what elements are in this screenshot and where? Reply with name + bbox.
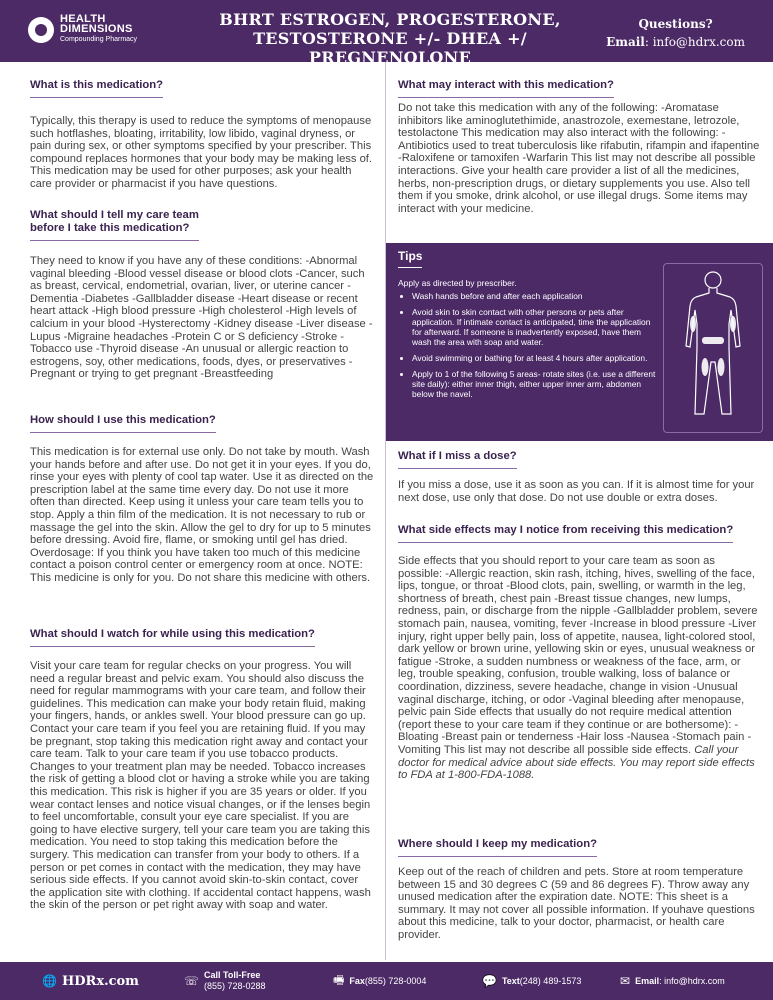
text-label: Text (501, 976, 520, 986)
toll-label: Call Toll-Free (204, 970, 261, 980)
logo-line3: Compounding Pharmacy (60, 36, 138, 43)
right-column (386, 62, 773, 960)
email-link[interactable]: : info@hdrx.com (644, 35, 745, 49)
title-line2: TESTOSTERONE +/- DHEA +/ PREGNENOLONE (253, 29, 527, 67)
tip-item: • Avoid swimming or bathing for at least 4 hours after application. (412, 353, 662, 363)
title-line1: BHRT ESTROGEN, PROGESTERONE, (219, 10, 561, 29)
tip-item: • Avoid skin to skin contact with other persons or pets after application. If intimate contact is anticipated, time the application for afterward. If someone is inadvertently exposed, have them wash the area with soap and water. (412, 307, 662, 347)
section-heading: What is this medication? (30, 79, 163, 98)
footer-fax (333, 962, 426, 1000)
tips-list (398, 291, 662, 405)
logo-icon (28, 17, 54, 43)
toll-number[interactable]: (855) 728-0288 (204, 981, 266, 991)
section-what-is (30, 75, 375, 191)
footer-text (482, 962, 581, 1000)
footer-site[interactable] (42, 962, 139, 1000)
footer-email-label: Email (635, 976, 660, 986)
section-body: They need to know if you have any of these conditions: -Abnormal vaginal bleeding -Blood vessel disease or blood clots -Cancer, such as breast, cervical, endometrial, ovarian, liver, or uterine cancer -Dementia -Diabetes -Gallbladder disease -Heart disease or recent heart attack -High blood pressure -High cholesterol -High levels of calcium in your blood -Hysterectomy -Kidney disease -Liver disease -Lupus -Migraine headaches -Protein C or S deficiency -Stroke -Tobacco use -Thyroid disease -An unusual or allergic reaction to estrogens, soy, other medications, foods, dyes, or preservatives -Pregnant or trying to get pregnant -Breastfeeding (30, 255, 373, 381)
email-label: Email (606, 35, 645, 49)
section-heading: What should I tell my care team before I take this medication? (30, 209, 199, 241)
chat-icon: 💬 (482, 974, 497, 988)
tips-heading: Tips (398, 249, 422, 268)
header (0, 0, 773, 67)
tips-box (386, 243, 773, 441)
tip-item: • Apply to 1 of the following 5 areas- rotate sites (i.e. use a different site daily): either inner thigh, either upper inner arm, abdomen below the navel. (412, 369, 662, 399)
site-link[interactable]: HDRx.com (61, 973, 139, 989)
section-body: Side effects that you should report to your care team as soon as possible: -Allergic reaction, skin rash, itching, hives, swelling of the face, lips, tongue, or throat -Blood clots, pain, swelling, or warmth in the leg, shortness of breath, chest pain -Breast tissue changes, new lumps, redness, pain, or discharge from the nipple -Gallbladder problem, severe stomach pain, nausea, vomiting, fever -Increase in blood pressure -Liver injury, right upper belly pain, loss of appetite, nausea, light-colored stool, dark yellow or brown urine, yellowing skin or eyes, unusual weakness or fatigue -Stroke, a sudden numbness or weakness of the face, arm, or leg, trouble speaking, confusion, trouble walking, loss of balance or coordination, dizziness, severe headache, change in vision -Unusual vaginal discharge, itching, or odor -Vaginal bleeding after menopause, pelvic pain Side effects that usually do not require medical attention (report these to your care team if they continue or are bothersome): -Bloating -Breast pain or tenderness -Hair loss -Nausea -Stomach pain -Vomiting This list may not describe all possible side effects. Call your doctor for medical advice about side effects. You may report side effects to FDA at 1-800-FDA-1088. (398, 555, 758, 782)
section-heading: How should I use this medication? (30, 414, 216, 433)
left-column (0, 62, 386, 960)
application-sites-figure (663, 263, 763, 433)
fax-label: Fax (349, 976, 365, 986)
section-body: Visit your care team for regular checks on your progress. You will need a regular breast and pelvic exam. You should also discuss the need for regular mammograms with your care team, and follow their guidelines. This medication can make your body retain fluid, making your fingers, hands, or ankles swell. Your blood pressure can go up. Contact your care team if you feel you are retaining fluid. If you may be pregnant, stop taking this medication right away and contact your care team. Talk to your care team if you use tobacco products. Changes to your treatment plan may be needed. Tobacco increases the risk of getting a blood clot or having a stroke while you are taking this medication. This risk is higher if you are 35 years or older. If you wear contact lenses and notice visual changes, or if the lenses begin to feel uncomfortable, consult your eye care specialist. If you are going to have elective surgery, tell your care team you are taking this medication. You need to stop taking this medication before the surgery. This medication can transfer from your body to others. If a person or pet comes in contact with the medication, they may have serious side effects. If you cannot avoid skin-to-skin contact, cover the application site with clothing. If accidental contact happens, wash the skin of the person or pet right away with soap and water. (30, 660, 371, 912)
text-number[interactable]: (248) 489-1573 (519, 976, 582, 986)
page-title (180, 10, 600, 67)
section-watch-for (30, 624, 375, 912)
section-heading: What should I watch for while using this medication? (30, 628, 315, 647)
section-heading: What if I miss a dose? (398, 450, 517, 469)
section-how-use (30, 410, 375, 585)
section-heading: What may interact with this medication? (398, 79, 614, 98)
phone-icon: ☏ (184, 974, 200, 988)
section-storage (398, 834, 760, 942)
tips-intro: Apply as directed by prescriber. (398, 278, 517, 288)
section-body: Typically, this therapy is used to reduce the symptoms of menopause such hotflashes, bloating, irritability, low libido, vaginal dryness, or pain during sex, or other symptoms specified by your prescriber. This compound replaces hormones that your body may be making less of. This medication may be used for other purposes; ask your health care provider or pharmacist if you have questions. (30, 115, 373, 190)
section-body: Keep out of the reach of children and pets. Store at room temperature between 15 and 30 degrees C (59 and 86 degrees F). Throw away any unused medication after the expiration date. NOTE: This sheet is a summary. It may not cover all possible information. If youhave questions about this medicine, talk to your doctor, pharmacist, or health care provider. (398, 866, 755, 941)
body-outline-icon (664, 264, 762, 432)
footer-email-link[interactable]: : info@hdrx.com (659, 976, 725, 986)
logo-line1: HEALTH (60, 13, 106, 25)
logo-line2: DIMENSIONS (60, 23, 133, 35)
footer-phone (184, 962, 266, 1000)
questions-label: Questions? (638, 17, 713, 31)
section-body: If you miss a dose, use it as soon as you can. If it is almost time for your next dose, use only that dose. Do not use double or extra doses. (398, 479, 755, 504)
section-tell-care-team (30, 209, 375, 381)
footer-email (620, 962, 725, 1000)
section-body: This medication is for external use only. Do not take by mouth. Wash your hands before and after use. Do not get it in your eyes. If you do, rinse your eyes with plenty of cool tap water. Use it as directed on the prescription label at the same time every day. Do not use it more often than directed. Keep using it unless your care team tells you to stop. Apply a thin film of the medication. It is not necessary to rub or massage the gel into the skin. Allow the gel to dry for up to 5 minutes before dressing. Avoid fire, flame, or smoking until gel has dried. Overdosage: If you think you have taken too much of this medicine contact a poison control center or emergency room at once. NOTE: This medicine is only for you. Do not share this medicine with others. (30, 446, 374, 584)
section-side-effects (398, 520, 760, 782)
mail-icon: ✉ (620, 974, 631, 988)
section-interact (398, 75, 760, 215)
section-heading: Where should I keep my medication? (398, 838, 597, 857)
section-heading: What side effects may I notice from receiving this medication? (398, 524, 733, 543)
footer (0, 962, 773, 1000)
fax-icon: 🖷 (333, 972, 345, 987)
section-missed (398, 446, 760, 504)
logo (28, 14, 137, 45)
section-body: Do not take this medication with any of the following: -Aromatase inhibitors like aminoglutethimide, anastrozole, exemestane, letrozole, testolactone This medication may also interact with the following: -Antibiotics used to treat tuberculosis like rifabutin, rifampin and ifapentine -Raloxifene or tamoxifen -Warfarin This list may not describe all possible interactions. Give your health care provider a list of all the medicines, herbs, non-prescription drugs, or dietary supplements you use. Also tell them if you smoke, drink alcohol, or use illegal drugs. Some items may interact with your medicine. (398, 102, 760, 215)
tip-item: • Wash hands before and after each application (412, 291, 662, 301)
questions-box (606, 15, 745, 51)
fda-note: Call your doctor for medical advice about side effects. You may report side effects to FDA at 1-800-FDA-1088. (398, 743, 755, 782)
globe-icon: 🌐 (42, 974, 57, 988)
fax-number: (855) 728-0004 (364, 976, 427, 986)
